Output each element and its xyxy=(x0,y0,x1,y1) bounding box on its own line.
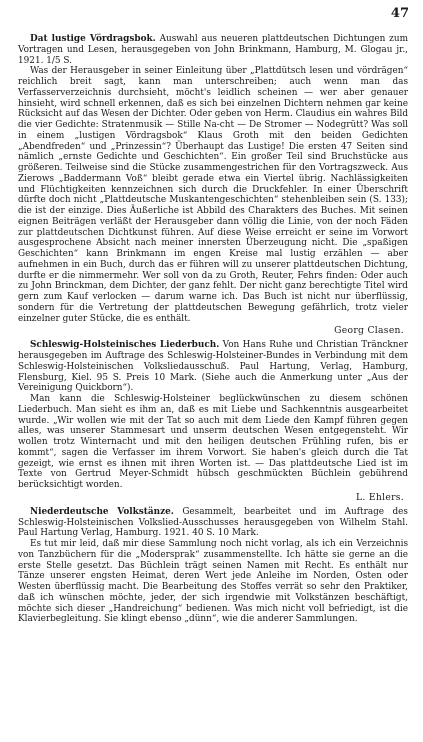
review-heading xyxy=(18,34,408,66)
review-title: Niederdeutsche Volkstänze. xyxy=(30,506,174,517)
review-title: Schleswig-Holsteinisches Liederbuch. xyxy=(30,340,220,351)
review-signature: Georg Clasen. xyxy=(334,325,404,337)
review-signature: L. Ehlers. xyxy=(356,491,404,503)
review-paragraph: Es tut mir leid, daß mir diese Sammlung noch nicht vorlag, als ich ein Verzeichnis von Tanzbüchern für die „Modersprak“ zusammenstellte. Ich hätte sie gerne an die erste Stelle gesetzt. Das Büchlein trägt seinen Namen mit Recht. Es enthält nur Tänze unserer engsten Heimat, deren Wert jede Anleihe im Norden, Osten oder Westen überflüssig macht. Die Bearbeitung des Stoffes verrät so sehr den Praktiker, daß ich wünschen möchte, jeder, der sich irgendwie mit Volkstänzen beschäftigt, möchte sich dieser „Handreichung“ bedienen. Was mich nicht voll befriedigt, ist die Klavierbegleitung. Sie klingt ebenso „dünn“, wie die anderer Sammlungen. xyxy=(18,539,408,625)
review-paragraph: Man kann die Schleswig-Holsteiner beglückwünschen zu diesem schönen Liederbuch. Man sieht es ihm an, daß es mit Liebe und Sachkenntnis ausgearbeitet wurde. „Wir wollen wie mit der Tat so auch mit dem Liede den Kampf führen gegen alles, was unserer Stammesart und unserm deutschen Wesen entgegensteht. Wir wollen trotz Winternacht und mit den heiligen deutschen Frühling rufen, bis er kommt“, sagen die Verfasser im ihrem Vorwort. Sie haben's gleich durch die Tat gezeigt, wie ernst es ihnen mit ihren Worten ist. — Das plattdeutsche Lied ist im Texte von Gertrud Meyer-Schmidt hübsch geschmückten Büchlein gebührend berücksichtigt worden. xyxy=(18,394,408,490)
page-number: 47 xyxy=(390,6,409,21)
page-content xyxy=(18,6,408,625)
review-heading xyxy=(18,340,408,394)
review-intro: Gesammelt, bearbeitet und im Auftrage des Schleswig-Holsteinischen Volkslied-Ausschusses herausgegeben von Wilhelm Stahl. Paul Hartung Verlag, Hamburg. 1921. 40 S. 10 Mark. xyxy=(18,506,408,539)
review-paragraph: Was der Herausgeber in seiner Einleitung über „Plattdütsch lesen und vördrägen“ reichlich breit sagt, kann man unterschreiben; auch wenn man das Verfasserverzeichnis durchsieht, möcht's leidlich scheinen — wer aber genauer hinsieht, wird schnell erkennen, daß es sich bei einzelnen Dichtern nehmen gar keine Rücksicht auf das Wesen der Dichter. Oder geben von Herm. Claudius ein wahres Bild die vier Gedichte: Stratenmusik — Stille Na-cht — De Stromer — Nodegrütt? Was soll in einem „lustigen Vördragsbok“ Klaus Groth mit den beiden Gedichten „Abendfreden“ und „Prinzessin“? Überhaupt das Lustige! Die ersten 47 Seiten sind nämlich „ernste Gedichte und Geschichten“. Ein großer Teil sind Bruchstücke aus größeren. Teilweise sind die Stücke zusammengestrichen für den Vortragszweck. Aus Zierows „Baddermann Voß“ bleibt gerade etwa ein Viertel übrig. Nachlässigkeiten und Flüchtigkeiten kennzeichnen sich durch die Druckfehler. In einer Überschrift dürfte doch nicht „Plattdeutsche Muskantengeschichten“ stehenbleiben sein (S. 133); die ist der einzige. Dies Äußerliche ist Abbild des Charakters des Buches. Mit seinen eignen Beiträgen verläßt der Herausgeber dann völlig die Linie, von der noch Fäden zur plattdeutschen Dichtkunst führen. Auf diese Weise erreicht er seine im Vorwort ausgesprochene Absicht nach meiner innersten Überzeugung nicht. Die „spaßigen Geschichten“ kann Brinkmann im engen Kreise mal lustig erzählen — aber aufnehmen in ein Buch, durch das er führen will zu unserer plattdeutschen Dichtung, durfte er die nimmermehr. Wer soll von da zu Groth, Reuter, Fehrs finden: Oder auch zu John Brinckman, dem Dichter, der ganz fehlt. Der nicht ganz berechtigte Titel wird gern zum Kauf verlocken — darum warne ich. Das Buch ist nicht nur überflüssig, sondern für die Vertretung der plattdeutschen Bewegung gefährlich, trotz vieler einzelner guter Stücke, die es enthält. xyxy=(18,66,408,324)
review-intro: Auswahl aus neueren plattdeutschen Dichtungen zum Vortragen und Lesen, herausgegeben von John Brinkmann, Hamburg, M. Glogau jr., 1921. 1/5 S. xyxy=(18,34,408,66)
review-intro: Von Hans Ruhe und Christian Tränckner herausgegeben im Auftrage des Schleswig-Holsteiner-Bundes in Verbindung mit dem Schleswig-Holsteinischen Volksliedausschuß. Paul Hartung, Verlag, Hamburg, Flensburg, Kiel. 95 S. Preis 10 Mark. (Siehe auch die Anmerkung unter „Aus der Vereinigung Quickborn“). xyxy=(18,340,408,394)
review-heading xyxy=(18,507,408,539)
review-title: Dat lustige Vördragsbok. xyxy=(30,34,156,44)
